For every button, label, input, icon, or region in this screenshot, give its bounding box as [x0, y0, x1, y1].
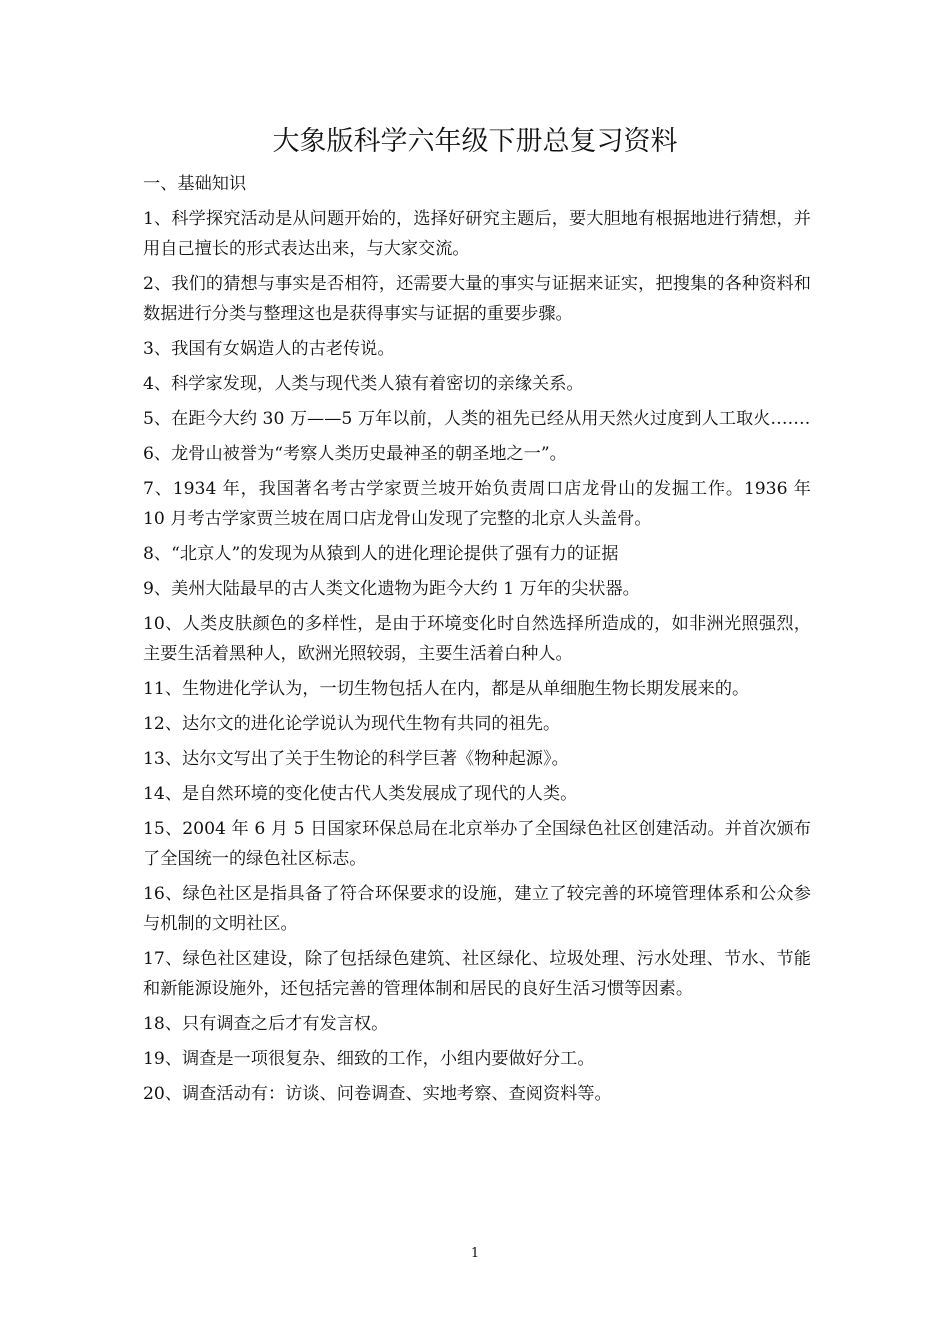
list-item: 7、1934 年，我国著名考古学家贾兰坡开始负责周口店龙骨山的发掘工作。1936 年 10 月考古学家贾兰坡在周口店龙骨山发现了完整的北京人头盖骨。 — [143, 478, 811, 530]
list-item: 12、达尔文的进化论学说认为现代生物有共同的祖先。 — [143, 713, 561, 734]
document-body — [143, 169, 811, 1114]
list-item: 6、龙骨山被誉为“考察人类历史最神圣的朝圣地之一”。 — [143, 443, 567, 464]
list-item: 1、科学探究活动是从问题开始的，选择好研究主题后，要大胆地有根据地进行猜想，并用自己擅长的形式表达出来，与大家交流。 — [143, 208, 811, 260]
list-item: 19、调查是一项很复杂、细致的工作，小组内要做好分工。 — [143, 1049, 595, 1069]
list-item: 10、人类皮肤颜色的多样性，是由于环境变化时自然选择所造成的，如非洲光照强烈，主要生活着黑种人，欧洲光照较弱，主要生活着白种人。 — [143, 613, 811, 665]
list-item: 5、在距今大约 30 万——5 万年以前，人类的祖先已经从用天然火过度到人工取火……. — [143, 409, 811, 430]
page-number: 1 — [470, 1246, 480, 1261]
list-item: 13、达尔文写出了关于生物论的科学巨著《物种起源》。 — [143, 748, 569, 769]
section-heading: 一、基础知识 — [143, 174, 247, 194]
list-item: 11、生物进化学认为，一切生物包括人在内，都是从单细胞生物长期发展来的。 — [143, 678, 750, 699]
list-item: 15、2004 年 6 月 5 日国家环保总局在北京举办了全国绿色社区创建活动。并首次颁布了全国统一的绿色社区标志。 — [143, 818, 811, 869]
document-title: 大象版科学六年级下册总复习资料 — [272, 126, 678, 157]
list-item: 9、美州大陆最早的古人类文化遗物为距今大约 1 万年的尖状器。 — [143, 578, 640, 599]
list-item: 18、只有调查之后才有发言权。 — [143, 1014, 389, 1035]
list-item: 14、是自然环境的变化使古代人类发展成了现代的人类。 — [143, 783, 578, 804]
list-item: 17、绿色社区建设，除了包括绿色建筑、社区绿化、垃圾处理、污水处理、节水、节能和新能源设施外，还包括完善的管理体制和居民的良好生活习惯等因素。 — [143, 948, 811, 1000]
list-item: 2、我们的猜想与事实是否相符，还需要大量的事实与证据来证实，把搜集的各种资料和数据进行分类与整理这也是获得事实与证据的重要步骤。 — [143, 274, 811, 325]
list-item: 8、“北京人”的发现为从猿到人的进化理论提供了强有力的证据 — [143, 544, 619, 565]
list-item: 3、我国有女娲造人的古老传说。 — [143, 339, 395, 360]
list-item: 16、绿色社区是指具备了符合环保要求的设施，建立了较完善的环境管理体系和公众参与机制的文明社区。 — [143, 883, 811, 935]
list-item: 20、调查活动有：访谈、问卷调查、实地考察、查阅资料等。 — [143, 1083, 612, 1104]
list-item: 4、科学家发现，人类与现代类人猿有着密切的亲缘关系。 — [143, 374, 584, 395]
